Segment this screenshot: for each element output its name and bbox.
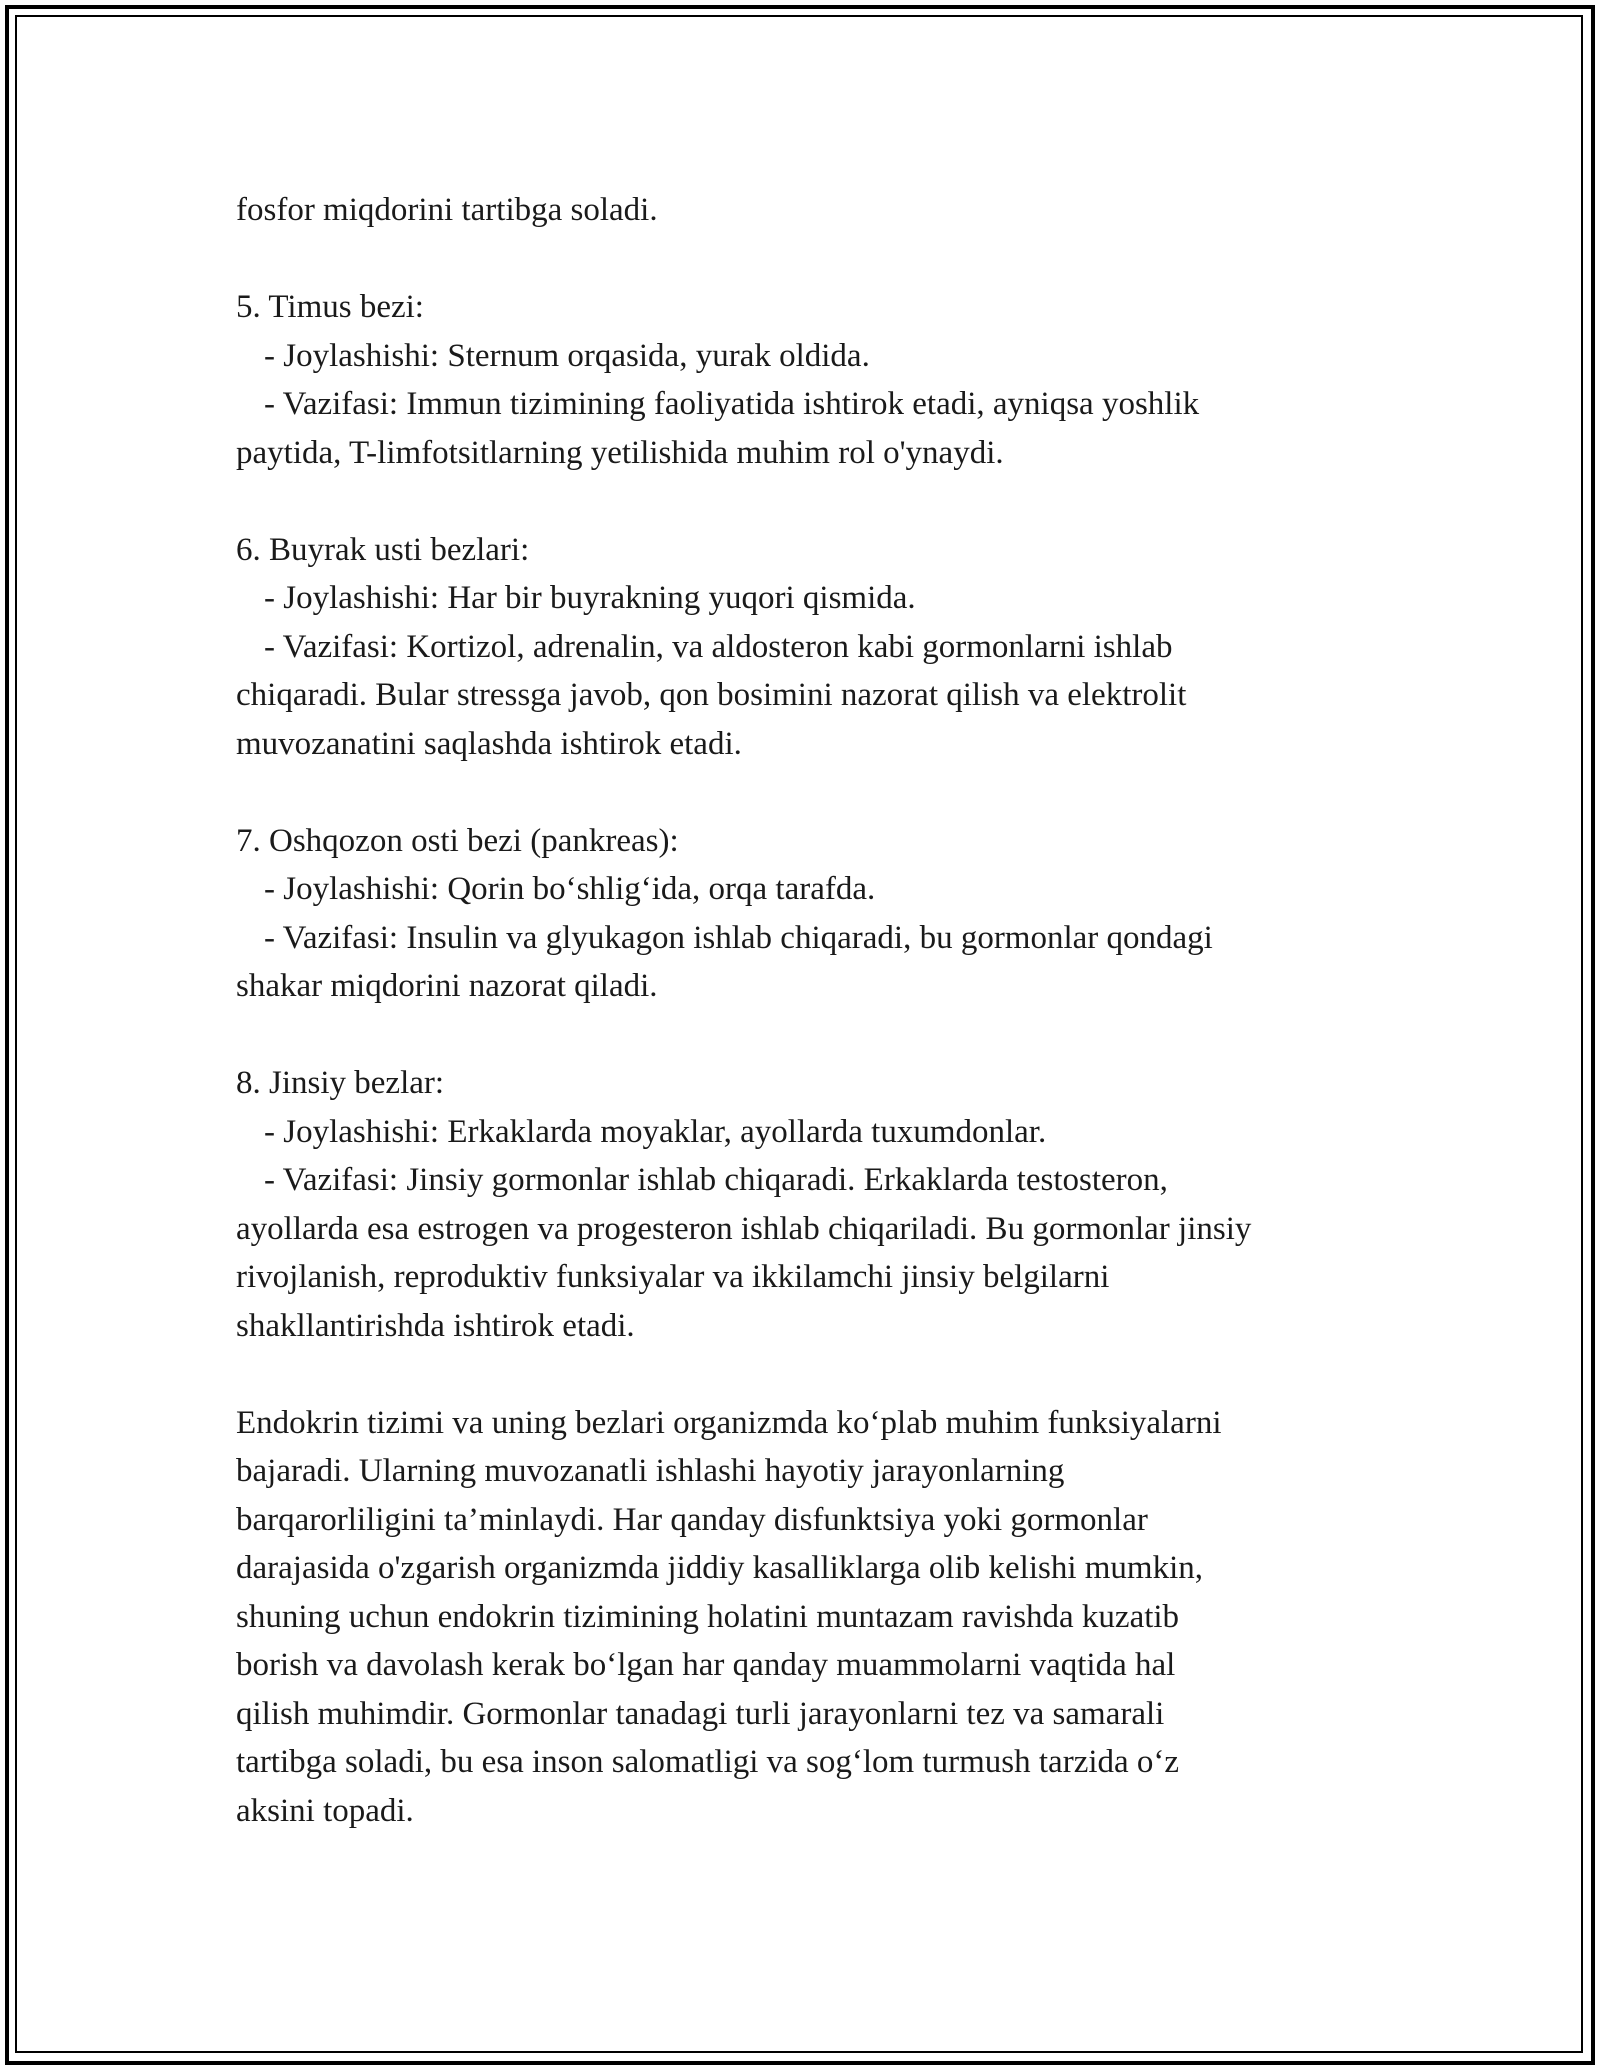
section-heading: 8. Jinsiy bezlar:	[236, 1065, 445, 1101]
function-continuation: ayollarda esa estrogen va progesteron ishlab chiqariladi. Bu gormonlar jinsiy	[236, 1210, 1252, 1247]
function-continuation: shakllantirishda ishtirok etadi.	[236, 1307, 635, 1344]
section-heading: 7. Oshqozon osti bezi (pankreas):	[236, 822, 679, 859]
function-line: - Vazifasi: Insulin va glyukagon ishlab chiqaradi, bu gormonlar qondagi	[264, 919, 1213, 956]
function-line: - Vazifasi: Kortizol, adrenalin, va aldosteron kabi gormonlarni ishlab	[264, 628, 1173, 665]
location-line: - Joylashishi: Erkaklarda moyaklar, ayollarda tuxumdonlar.	[264, 1113, 1047, 1150]
continuation-paragraph	[236, 186, 1376, 235]
conclusion-paragraph	[236, 1399, 1376, 1836]
text-line: fosfor miqdorini tartibga soladi.	[236, 192, 658, 228]
function-continuation: shakar miqdorini nazorat qiladi.	[236, 968, 658, 1004]
text-line: barqarorliligini ta’minlaydi. Har qanday disfunktsiya yoki gormonlar	[236, 1501, 1148, 1538]
gland-section-timus	[236, 283, 1376, 477]
section-heading: 5. Timus bezi:	[236, 289, 424, 325]
gland-section-jinsiy	[236, 1059, 1376, 1350]
function-line: - Vazifasi: Jinsiy gormonlar ishlab chiqaradi. Erkaklarda testosteron,	[264, 1162, 1168, 1198]
gland-section-pankreas	[236, 817, 1376, 1011]
document-body	[236, 186, 1376, 1884]
location-line: - Joylashishi: Qorin bo‘shlig‘ida, orqa tarafda.	[264, 871, 876, 907]
text-line: borish va davolash kerak bo‘lgan har qanday muammolarni vaqtida hal	[236, 1647, 1176, 1683]
function-continuation: muvozanatini saqlashda ishtirok etadi.	[236, 725, 742, 762]
text-line: tartibga soladi, bu esa inson salomatligi va sog‘lom turmush tarzida o‘z	[236, 1744, 1180, 1780]
text-line: darajasida o'zgarish organizmda jiddiy kasalliklarga olib kelishi mumkin,	[236, 1550, 1204, 1586]
text-line: aksini topadi.	[236, 1792, 414, 1829]
function-continuation: chiqaradi. Bular stressga javob, qon bosimini nazorat qilish va elektrolit	[236, 677, 1187, 713]
text-line: qilish muhimdir. Gormonlar tanadagi turli jarayonlarni tez va samarali	[236, 1695, 1165, 1732]
section-heading: 6. Buyrak usti bezlari:	[236, 531, 530, 568]
function-line: - Vazifasi: Immun tizimining faoliyatida ishtirok etadi, ayniqsa yoshlik	[264, 386, 1200, 422]
location-line: - Joylashishi: Har bir buyrakning yuqori qismida.	[264, 580, 916, 616]
text-line: shuning uchun endokrin tizimining holatini muntazam ravishda kuzatib	[236, 1598, 1180, 1635]
text-line: Endokrin tizimi va uning bezlari organizmda ko‘plab muhim funksiyalarni	[236, 1404, 1222, 1441]
function-continuation: paytida, T-limfotsitlarning yetilishida muhim rol o'ynaydi.	[236, 434, 1004, 471]
location-line: - Joylashishi: Sternum orqasida, yurak oldida.	[264, 337, 870, 374]
function-continuation: rivojlanish, reproduktiv funksiyalar va ikkilamchi jinsiy belgilarni	[236, 1259, 1110, 1295]
gland-section-buyrak-usti	[236, 526, 1376, 769]
text-line: bajaradi. Ularning muvozanatli ishlashi hayotiy jarayonlarning	[236, 1453, 1065, 1489]
